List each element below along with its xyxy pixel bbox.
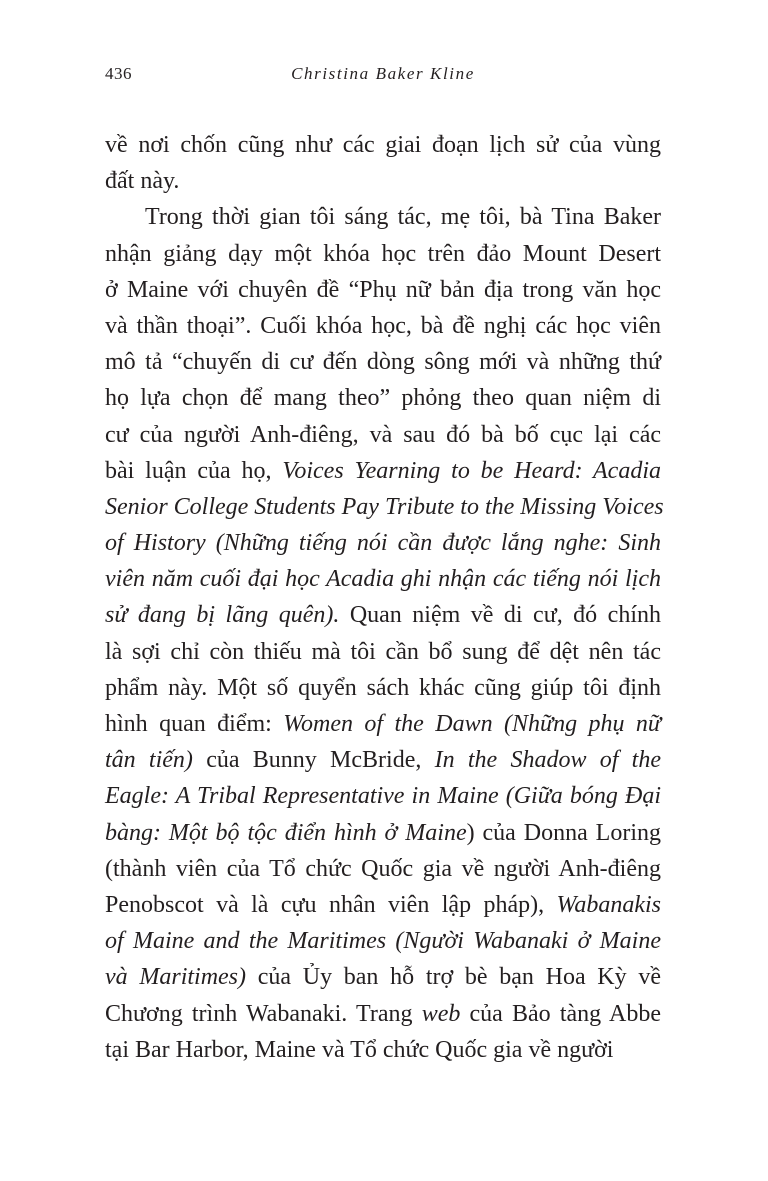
text-run: phẩm này. Một số quyển sách khác cũng giúp tôi định	[105, 674, 661, 701]
italic-text-run: tân tiến)	[105, 747, 193, 774]
text-run: ở Maine với chuyên đề “Phụ nữ bản địa trong văn học	[105, 276, 661, 303]
text-line	[105, 959, 661, 995]
text-line	[105, 923, 661, 959]
running-header	[105, 64, 661, 88]
text-line	[105, 706, 661, 742]
text-line	[105, 453, 661, 489]
text-line	[105, 634, 661, 670]
body-text	[105, 127, 664, 1068]
italic-text-run: viên năm cuối đại học Acadia ghi nhận các tiếng nói lịch	[105, 566, 661, 593]
text-line	[105, 272, 661, 308]
text-line	[105, 380, 661, 416]
text-run: họ lựa chọn để mang theo” phỏng theo quan niệm di	[105, 385, 661, 412]
page-number: 436	[105, 64, 132, 83]
italic-text-run: In the Shadow of the	[434, 747, 662, 774]
text-line	[105, 127, 661, 163]
text-line	[105, 815, 661, 851]
text-run: và thần thoại”. Cuối khóa học, bà đề nghị các học viên	[105, 312, 661, 339]
text-line	[105, 670, 661, 706]
text-line	[105, 996, 661, 1032]
text-line	[105, 597, 661, 633]
text-line	[105, 887, 661, 923]
text-line	[105, 742, 661, 778]
italic-text-run: Senior College Students Pay Tribute to the Missing Voices	[105, 493, 664, 520]
italic-text-run: sử đang bị lãng quên).	[105, 602, 340, 629]
text-run: của Bảo tàng Abbe	[460, 1000, 661, 1027]
text-run: Trong thời gian tôi sáng tác, mẹ tôi, bà Tina Baker	[145, 204, 661, 231]
italic-text-run: of History (Những tiếng nói cần được lắng nghe: Sinh	[105, 530, 661, 557]
text-run: của Ủy ban hỗ trợ bè bạn Hoa Kỳ về	[246, 964, 661, 991]
text-line	[105, 851, 661, 887]
text-run: nhận giảng dạy một khóa học trên đảo Mount Desert	[105, 240, 661, 267]
text-line	[105, 308, 661, 344]
text-run: (thành viên của Tổ chức Quốc gia về người Anh-điêng	[105, 855, 661, 882]
text-line	[105, 236, 661, 272]
text-run: tại Bar Harbor, Maine và Tổ chức Quốc gia về người	[105, 1036, 614, 1063]
text-run: Chương trình Wabanaki. Trang	[105, 1000, 422, 1027]
italic-text-run: Women of the Dawn (Những phụ nữ	[283, 711, 662, 737]
text-run: bài luận của họ,	[105, 457, 283, 484]
text-run: của Bunny McBride,	[192, 747, 435, 774]
italic-text-run: và Maritimes)	[105, 964, 247, 991]
italic-text-run: web	[421, 1000, 461, 1027]
text-run: mô tả “chuyến di cư đến dòng sông mới và những thứ	[105, 349, 661, 376]
book-author: Christina Baker Kline	[291, 64, 475, 83]
text-run: hình quan điểm:	[105, 711, 284, 737]
text-line	[105, 561, 661, 597]
italic-text-run: Eagle: A Tribal Representative in Maine (Giữa bóng Đại	[105, 783, 661, 810]
text-run: Quan niệm về di cư, đó chính	[339, 602, 661, 629]
text-line	[105, 417, 661, 453]
text-line	[105, 489, 664, 525]
text-run: về nơi chốn cũng như các giai đoạn lịch sử của vùng	[105, 132, 661, 158]
text-line	[105, 525, 661, 561]
italic-text-run: Voices Yearning to be Heard: Acadia	[282, 457, 661, 484]
text-run: là sợi chỉ còn thiếu mà tôi cần bổ sung để dệt nên tác	[105, 638, 661, 665]
italic-text-run: Wabanakis	[556, 891, 661, 918]
text-line	[105, 778, 661, 814]
text-line	[105, 163, 661, 199]
text-line	[105, 344, 661, 380]
text-run: cư của người Anh-điêng, và sau đó bà bố cục lại các	[105, 421, 661, 448]
text-run: ) của Donna Loring	[466, 819, 661, 846]
text-line	[105, 199, 661, 235]
italic-text-run: bàng: Một bộ tộc điển hình ở Maine	[105, 819, 467, 846]
italic-text-run: of Maine and the Maritimes (Người Wabanaki ở Maine	[105, 928, 661, 955]
text-line	[105, 1032, 661, 1068]
text-run: Penobscot và là cựu nhân viên lập pháp),	[105, 891, 557, 918]
text-run: đất này.	[105, 168, 180, 195]
